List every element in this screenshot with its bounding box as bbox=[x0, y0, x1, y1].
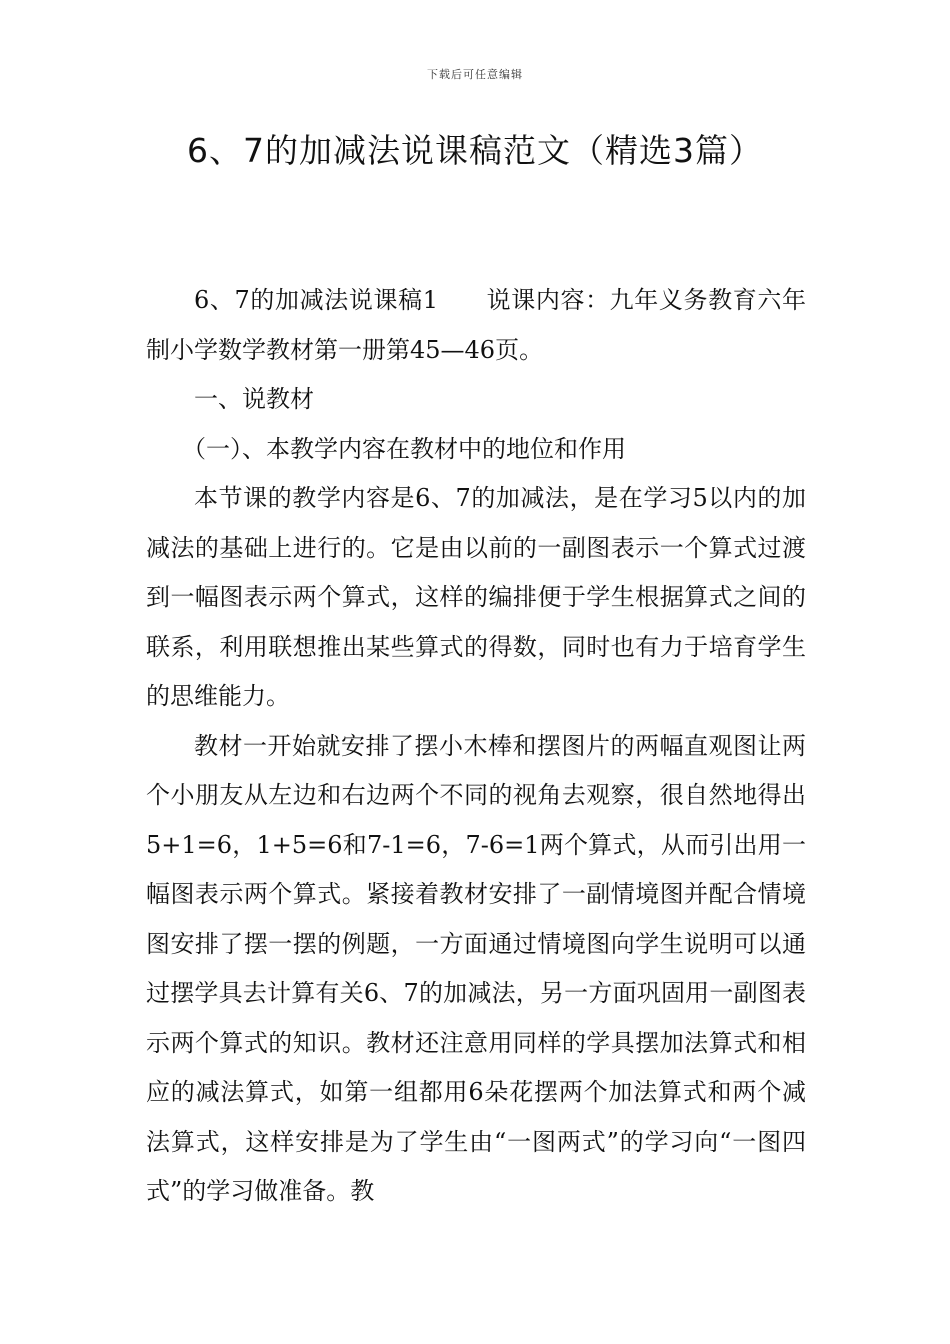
intro-heading: 6、7的加减法说课稿1 bbox=[194, 286, 438, 314]
document-body bbox=[146, 276, 806, 1217]
document-title: 6、7的加减法说课稿范文（精选3篇） bbox=[187, 131, 763, 170]
intro-text: 说课内容：九年义务教育六年制小学数学教材第一册第45—46页。 bbox=[146, 286, 807, 364]
intro-paragraph bbox=[146, 276, 806, 375]
body-paragraph-1: 本节课的教学内容是6、7的加减法，是在学习5以内的加减法的基础上进行的。它是由以前的一副图表示一个算式过渡到一幅图表示两个算式，这样的编排便于学生根据算式之间的联系，利用联想推出某些算式的得数，同时也有力于培育学生的思维能力。 bbox=[146, 484, 806, 710]
section-heading-1: 一、说教材 bbox=[194, 385, 314, 413]
section-heading-2: （一）、本教学内容在教材中的地位和作用 bbox=[182, 434, 626, 463]
header-note: 下载后可任意编辑 bbox=[427, 68, 523, 81]
body-paragraph-2: 教材一开始就安排了摆小木棒和摆图片的两幅直观图让两个小朋友从左边和右边两个不同的视角去观察，很自然地得出5+1=6，1+5=6和7-1=6，7-6=1两个算式，从而引出用一幅图表示两个算式。紧接着教材安排了一副情境图并配合情境图安排了摆一摆的例题，一方面通过情境图向学生说明可以通过摆学具去计算有关6、7的加减法，另一方面巩固用一副图表示两个算式的知识。教材还注意用同样的学具摆加法算式和相应的减法算式，如第一组都用6朵花摆两个加法算式和两个减法算式，这样安排是为了学生由“一图两式”的学习向“一图四式”的学习做准备。教 bbox=[146, 731, 806, 1205]
